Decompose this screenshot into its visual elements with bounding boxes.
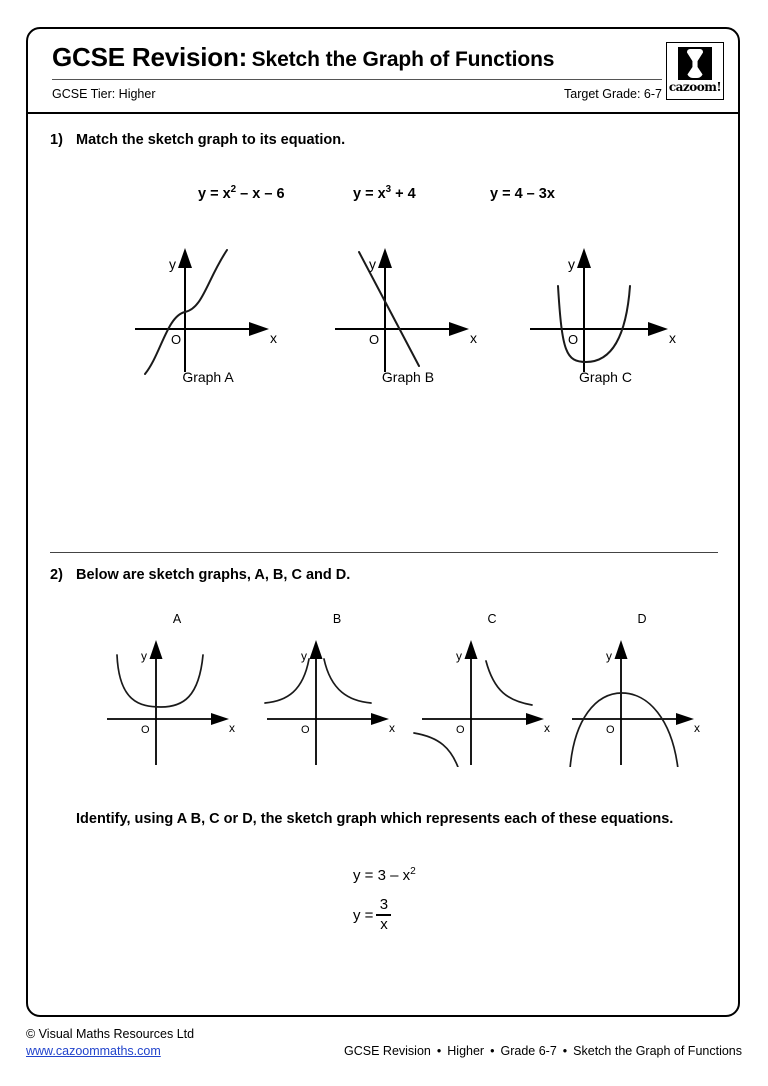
svg-text:y: y bbox=[301, 649, 307, 663]
svg-text:O: O bbox=[606, 724, 615, 736]
question-1-heading bbox=[50, 132, 345, 148]
svg-text:y: y bbox=[369, 256, 376, 272]
breadcrumb-separator: • bbox=[436, 1044, 442, 1058]
header-meta bbox=[52, 87, 662, 101]
svg-text:y: y bbox=[456, 649, 462, 663]
q1-equation-2: $y = x^3 + 4$ bbox=[353, 184, 416, 202]
q1-graph-b-caption: Graph B bbox=[381, 369, 435, 385]
q2-prompt: Identify, using A B, C or D, the sketch graph which represents each of these equations. bbox=[76, 811, 674, 827]
q2-graph-a-letter: A bbox=[172, 612, 182, 626]
q2-graph-c-letter: C bbox=[487, 612, 497, 626]
svg-text:x: x bbox=[544, 721, 550, 735]
q1-graph-a-caption: Graph A bbox=[182, 369, 234, 385]
q1-graph-b bbox=[323, 244, 493, 384]
q2-equation-2-lhs: y = bbox=[353, 907, 374, 925]
q2-graph-b-letter: B bbox=[332, 612, 342, 626]
svg-text:x: x bbox=[270, 330, 277, 346]
q2-graph-a bbox=[97, 627, 257, 772]
logo-wordmark: cazoom! bbox=[668, 80, 722, 94]
question-2-text: Below are sketch graphs, A, B, C and D. bbox=[76, 567, 351, 583]
q1-graph-a bbox=[123, 244, 293, 384]
breadcrumb-item: Sketch the Graph of Functions bbox=[573, 1044, 742, 1058]
q1-equation-3: y = 4 – 3x bbox=[490, 186, 555, 202]
breadcrumb-item: Grade 6-7 bbox=[500, 1044, 557, 1058]
breadcrumb-item: Higher bbox=[447, 1044, 485, 1058]
question-1-text: Match the sketch graph to its equation. bbox=[76, 132, 346, 148]
q2-graph-d-letter: D bbox=[637, 612, 647, 626]
logo-black-panel bbox=[678, 47, 712, 80]
q1-graph-c bbox=[518, 244, 693, 384]
svg-text:O: O bbox=[456, 724, 465, 736]
svg-text:y: y bbox=[606, 649, 612, 663]
worksheet-header bbox=[28, 29, 738, 114]
cazoommaths-link[interactable]: www.cazoommaths.com bbox=[26, 1043, 161, 1058]
svg-text:O: O bbox=[171, 332, 182, 347]
svg-text:y: y bbox=[141, 649, 147, 663]
svg-text:x: x bbox=[470, 330, 477, 346]
title-main: GCSE Revision: bbox=[52, 42, 248, 72]
worksheet-body bbox=[28, 114, 738, 1015]
breadcrumb-separator: • bbox=[490, 1044, 495, 1058]
svg-text:O: O bbox=[369, 332, 380, 347]
q2-graph-d bbox=[562, 627, 727, 772]
svg-text:y: y bbox=[169, 256, 176, 272]
svg-text:x: x bbox=[389, 721, 395, 735]
svg-text:x: x bbox=[694, 721, 700, 735]
goblet-icon bbox=[687, 49, 703, 78]
q2-equation-1: $y = 3 - x^2$ bbox=[353, 866, 416, 884]
tier-label: GCSE Tier: Higher bbox=[52, 87, 156, 101]
fraction-three-over-x bbox=[376, 897, 391, 933]
footer-copyright-block bbox=[26, 1026, 194, 1060]
svg-text:x: x bbox=[229, 721, 235, 735]
svg-text:O: O bbox=[301, 724, 310, 736]
svg-text:x: x bbox=[669, 330, 676, 346]
svg-text:y: y bbox=[568, 256, 575, 272]
breadcrumb-separator: • bbox=[562, 1044, 568, 1058]
fraction-denominator: x bbox=[380, 916, 388, 934]
q1-graph-c-caption: Graph C bbox=[579, 369, 632, 385]
section-divider bbox=[50, 552, 718, 553]
q1-equation-1: $y = x^2 - x - 6$ bbox=[198, 184, 285, 202]
copyright-text: © Visual Maths Resources Ltd bbox=[26, 1027, 195, 1041]
page-title bbox=[52, 42, 662, 73]
footer-breadcrumb bbox=[344, 1044, 742, 1058]
q2-graph-b bbox=[257, 627, 417, 772]
svg-text:O: O bbox=[141, 724, 150, 736]
breadcrumb-item: GCSE Revision bbox=[344, 1044, 431, 1058]
target-grade-label: Target Grade: 6-7 bbox=[564, 87, 662, 101]
question-2-heading bbox=[50, 567, 350, 583]
title-subject: Sketch the Graph of Functions bbox=[251, 48, 555, 71]
fraction-numerator: 3 bbox=[379, 896, 389, 913]
q2-equation-2 bbox=[353, 898, 391, 934]
title-underline bbox=[52, 79, 662, 80]
svg-text:O: O bbox=[568, 332, 579, 347]
cazoom-logo bbox=[666, 42, 724, 100]
worksheet-sheet bbox=[26, 27, 740, 1017]
question-1-number: 1) bbox=[50, 132, 63, 148]
q2-graph-c bbox=[412, 627, 572, 772]
question-2-number: 2) bbox=[50, 567, 63, 583]
